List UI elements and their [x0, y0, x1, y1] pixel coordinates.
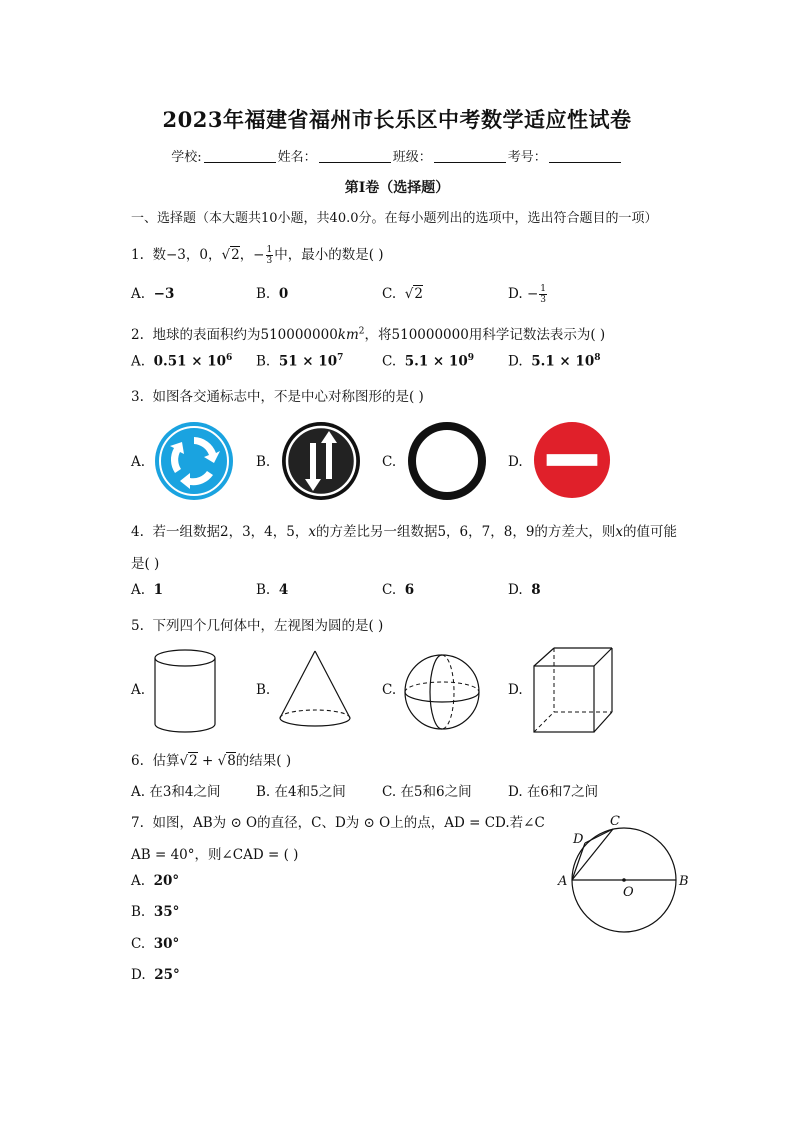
- label-d: D: [573, 832, 584, 847]
- q1-option-d[interactable]: D. − $\frac{1}{3}$: [508, 284, 546, 305]
- cube-icon: [530, 646, 616, 736]
- cylinder-icon: [150, 648, 220, 734]
- question-2: 2. 地球的表面积约为$510000000km^2$，将510000000用科学记数法表示为( ): [131, 326, 606, 343]
- q1-text: 中，最小的数是( ): [274, 247, 384, 263]
- chord-ad: [572, 843, 585, 880]
- q6-option-a[interactable]: A. 在3和4之间: [131, 784, 221, 800]
- q1-option-c[interactable]: C. √2: [382, 286, 423, 302]
- q4-option-b[interactable]: B. 4: [256, 582, 289, 598]
- question-4: 4. 若一组数据2，3，4，5，x的方差比另一组数据5，6，7，8，9的方差大，则x的值可能: [131, 524, 678, 540]
- ring-sign-icon: [407, 421, 487, 501]
- label-o: O: [623, 885, 634, 900]
- q4-option-a[interactable]: A. 1: [131, 582, 164, 598]
- q5-option-d[interactable]: D.: [508, 682, 523, 698]
- part1-instructions: 一、选择题（本大题共10小题，共40.0分。在每小题列出的选项中，选出符合题目的一项）: [131, 211, 658, 226]
- two-way-traffic-sign-icon: [281, 421, 361, 501]
- q6-option-d[interactable]: D. 在6和7之间: [508, 784, 599, 800]
- class-blank[interactable]: [434, 148, 506, 163]
- q1-text: 数−3，0，: [152, 247, 222, 263]
- label-b: B: [679, 874, 689, 889]
- q1-option-b[interactable]: B. 0: [256, 286, 289, 302]
- q7-option-a[interactable]: A. 20°: [131, 873, 180, 889]
- center-point: [622, 878, 626, 882]
- name-label: 姓名：: [277, 150, 317, 165]
- q2-option-d[interactable]: D. $5.1 \times 10^8$: [508, 353, 601, 370]
- q1-sqrt: 2: [231, 247, 240, 263]
- exam-no-label: 考号：: [507, 150, 547, 165]
- question-1: 1. 数−3，0，√2，− $\frac{1}{3}$ 中，最小的数是( ): [131, 245, 384, 266]
- question-7: 7. 如图，AB为 ⊙ O的直径，C、D为 ⊙ O上的点，AD = CD.若∠C: [131, 815, 545, 831]
- label-a: A: [558, 874, 568, 889]
- exam-no-blank[interactable]: [549, 148, 621, 163]
- q2-option-a[interactable]: A. $0.51 \times 10^6$: [131, 353, 233, 370]
- q1-text: ，−: [239, 247, 265, 263]
- q3-option-c[interactable]: C.: [382, 454, 397, 470]
- question-6: 6. 估算√2 + √8的结果( ): [131, 753, 292, 769]
- school-label: 学校:: [171, 150, 202, 165]
- q4-option-c[interactable]: C. 6: [382, 582, 415, 598]
- q5-option-b[interactable]: B.: [256, 682, 271, 698]
- q3-option-b[interactable]: B.: [256, 454, 271, 470]
- q1-option-a[interactable]: A. −3: [131, 286, 175, 302]
- section-heading: 第I卷（选择题）: [344, 180, 450, 196]
- q1-fraction: $\frac{1}{3}$: [266, 245, 273, 266]
- sphere-icon: [402, 652, 482, 732]
- q7-circle-figure: [552, 810, 702, 940]
- cone-icon: [276, 648, 354, 734]
- roundabout-sign-icon: [154, 421, 234, 501]
- label-c: C: [610, 814, 620, 829]
- q2-option-c[interactable]: C. $5.1 \times 10^9$: [382, 353, 474, 370]
- student-info-line: [0, 146, 794, 165]
- question-number: 1.: [131, 247, 144, 263]
- question-5: 5. 下列四个几何体中，左视图为圆的是( ): [131, 618, 384, 634]
- name-blank[interactable]: [319, 148, 391, 163]
- question-3: 3. 如图各交通标志中，不是中心对称图形的是( ): [131, 389, 424, 405]
- no-entry-sign-icon: [533, 421, 611, 499]
- q3-option-d[interactable]: D.: [508, 454, 523, 470]
- q7-line2: AB = 40°，则∠CAD = ( ): [131, 847, 299, 863]
- q7-option-b[interactable]: B. 35°: [131, 904, 180, 920]
- class-label: 班级：: [392, 150, 432, 165]
- q6-option-b[interactable]: B. 在4和5之间: [256, 784, 346, 800]
- q2-option-b[interactable]: B. $51 \times 10^7$: [256, 353, 344, 370]
- q5-option-a[interactable]: A.: [131, 682, 146, 698]
- page-title: 2023年福建省福州市长乐区中考数学适应性试卷: [162, 107, 632, 132]
- q5-option-c[interactable]: C.: [382, 682, 397, 698]
- q4-option-d[interactable]: D. 8: [508, 582, 541, 598]
- school-blank[interactable]: [204, 148, 276, 163]
- q6-option-c[interactable]: C. 在5和6之间: [382, 784, 472, 800]
- q7-option-c[interactable]: C. 30°: [131, 936, 180, 952]
- q7-option-d[interactable]: D. 25°: [131, 967, 180, 983]
- q4-line2: 是( ): [131, 556, 160, 572]
- chord-dc: [585, 829, 613, 843]
- q3-option-a[interactable]: A.: [131, 454, 146, 470]
